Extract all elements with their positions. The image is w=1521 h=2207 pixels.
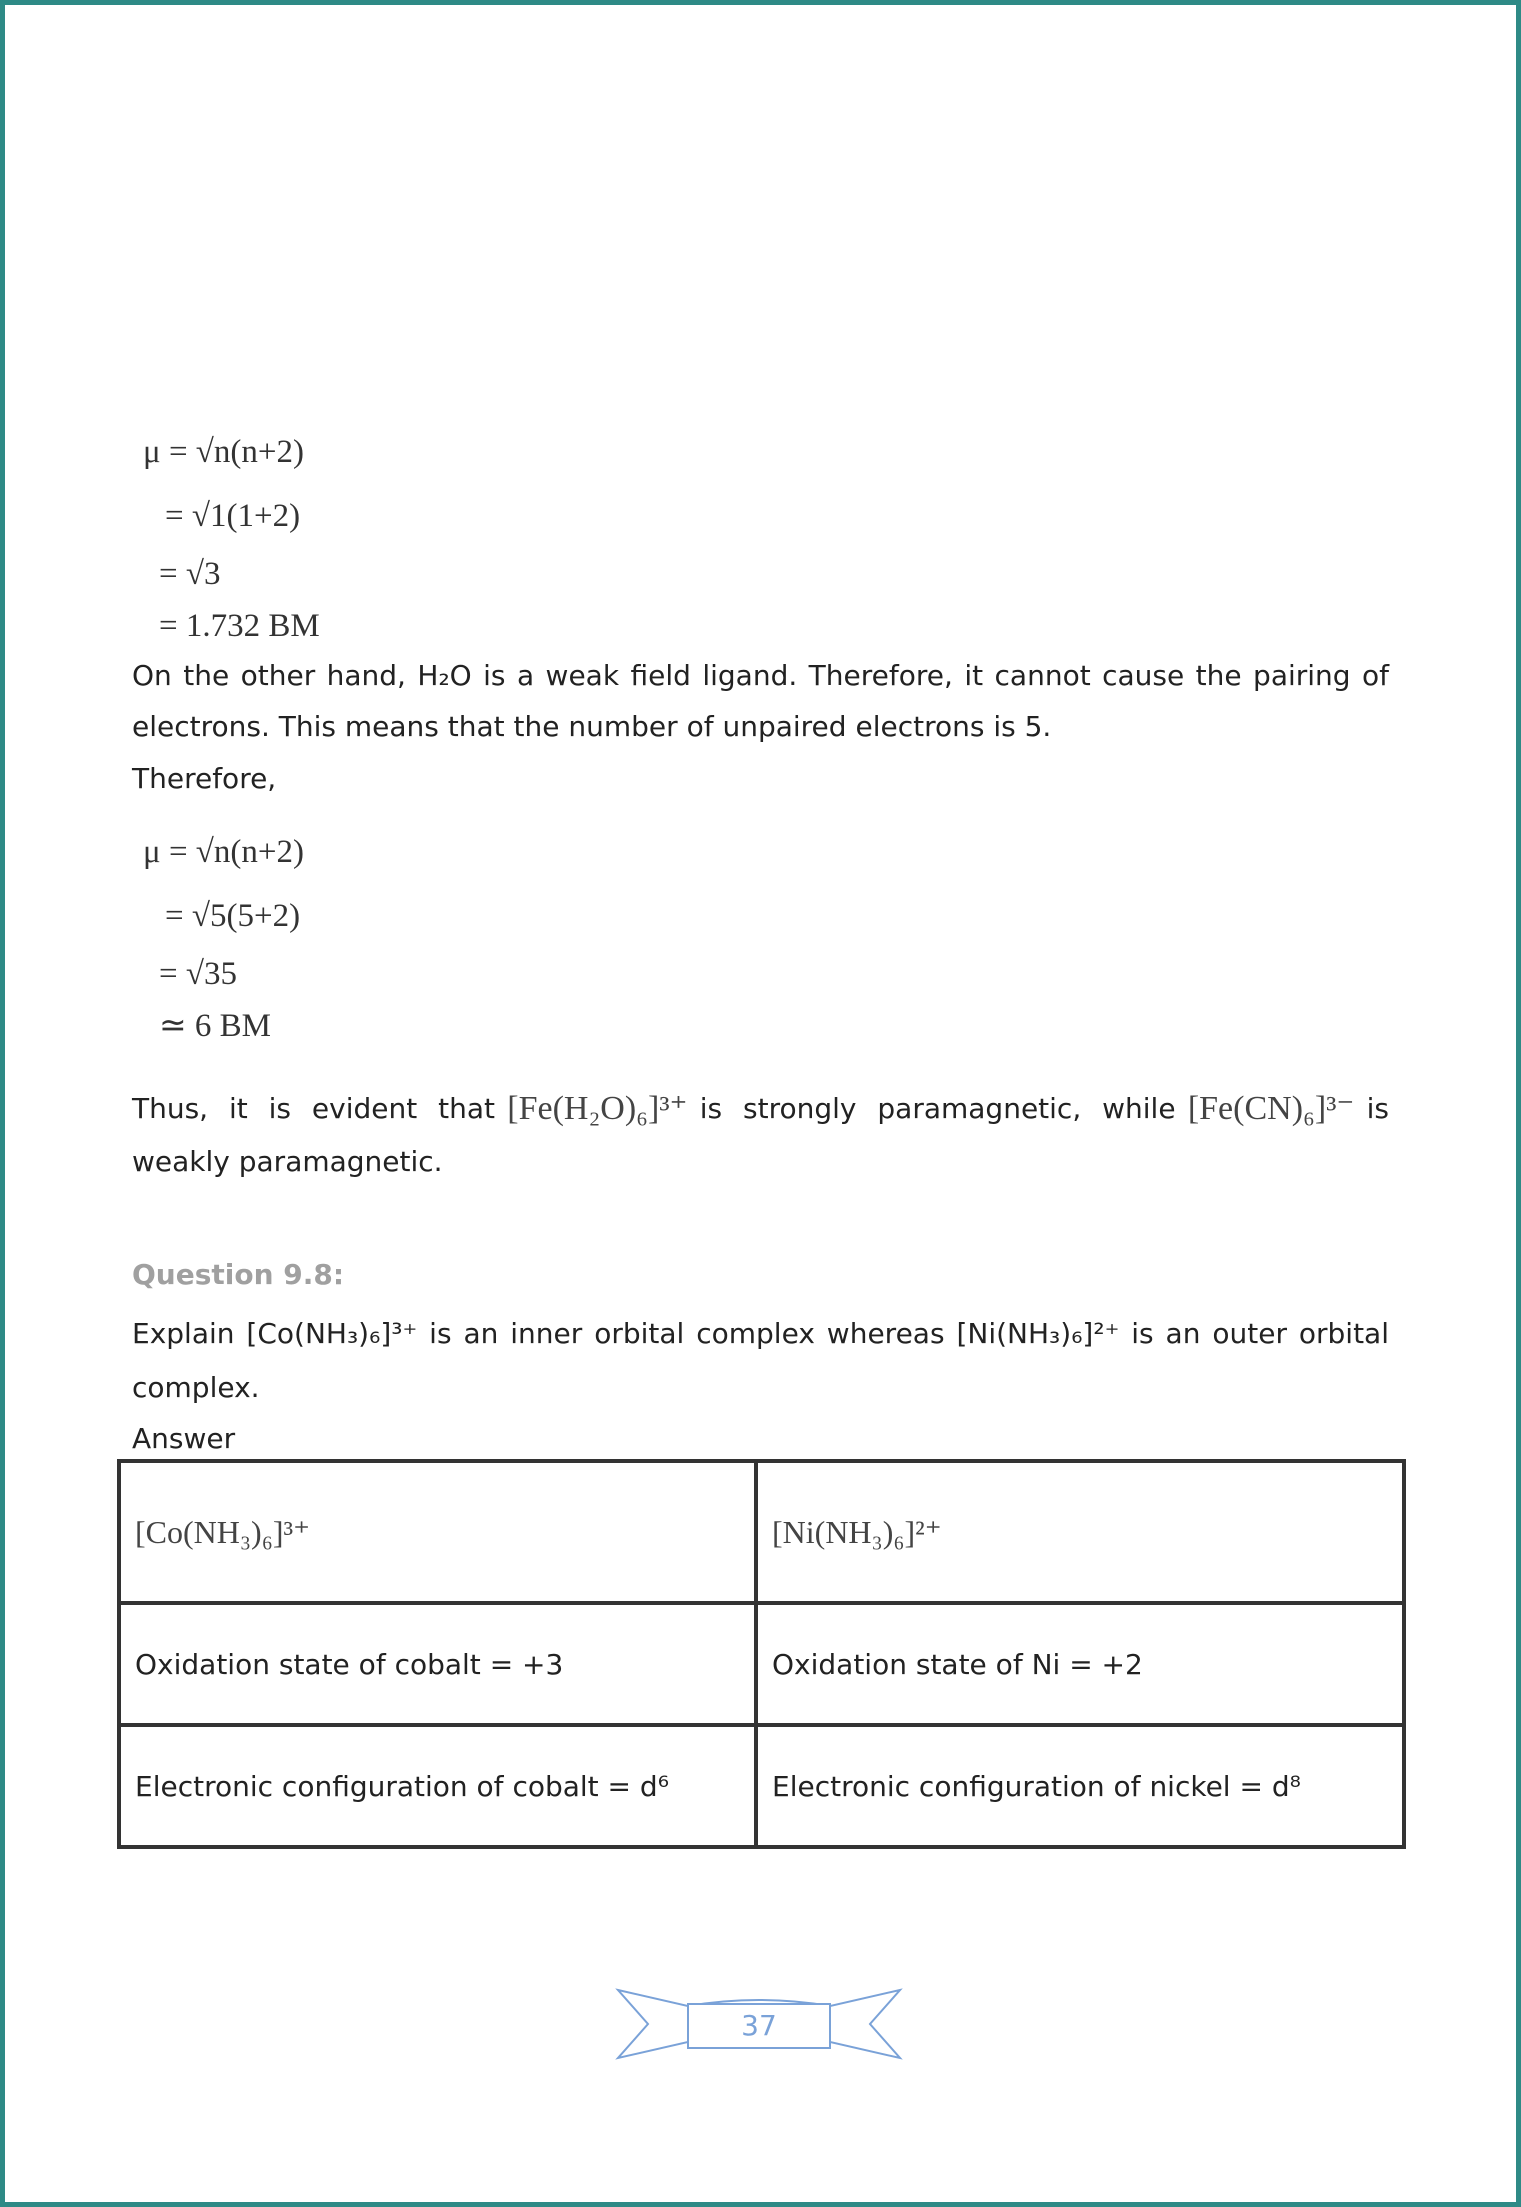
conclusion-middle: is strongly paramagnetic, while [699,1091,1176,1125]
complex-ni-nh3: [Ni(NH₃)₆]²⁺ [772,1514,942,1550]
comparison-table [117,1459,1406,1849]
math-line: = √3 [159,556,221,592]
answer-label: Answer [132,1422,236,1455]
complex-co-nh3: [Co(NH₃)₆]³⁺ [135,1514,310,1550]
table-header-nickel [756,1461,1404,1603]
table-header-cobalt [119,1461,756,1603]
question-heading: Question 9.8: [132,1258,345,1291]
complex-fe-h2o: [Fe(H₂O)₆]³⁺ [507,1090,688,1127]
math-line: = √1(1+2) [165,498,301,534]
table-row [119,1603,1404,1725]
math-line: = √5(5+2) [165,898,301,934]
math-line: ≃ 6 BM [159,1008,272,1044]
complex-fe-cn: [Fe(CN)₆]³⁻ [1187,1090,1355,1127]
paragraph-h2o: On the other hand, H₂O is a weak field ligand. Therefore, it cannot cause the pairing of electrons. This means that the number of unpaired electrons is 5. [132,659,1389,743]
table-row [119,1725,1404,1847]
math-line: μ = √n(n+2) [143,834,305,870]
math-block-1 [143,420,320,652]
question-text: Explain [Co(NH₃)₆]³⁺ is an inner orbital complex whereas [Ni(NH₃)₆]²⁺ is an outer orbital complex. [132,1317,1389,1404]
page-number-ribbon [614,1984,904,2064]
table-row [119,1461,1404,1603]
math-line: = 1.732 BM [159,608,320,644]
conclusion-prefix: Thus, it is evident that [132,1091,495,1125]
table-cell: Oxidation state of Ni = +2 [756,1603,1404,1725]
math-line: μ = √n(n+2) [143,434,305,470]
math-line: = √35 [159,956,237,992]
page-number: 37 [741,2009,777,2042]
math-block-2 [143,820,304,1052]
table-cell: Electronic configuration of nickel = d⁸ [756,1725,1404,1847]
table-cell: Oxidation state of cobalt = +3 [119,1603,756,1725]
conclusion-suffix: is [1366,1091,1389,1125]
table-cell: Electronic configuration of cobalt = d⁶ [119,1725,756,1847]
therefore-text: Therefore, [132,762,277,795]
conclusion-line-2: weakly paramagnetic. [132,1145,443,1178]
